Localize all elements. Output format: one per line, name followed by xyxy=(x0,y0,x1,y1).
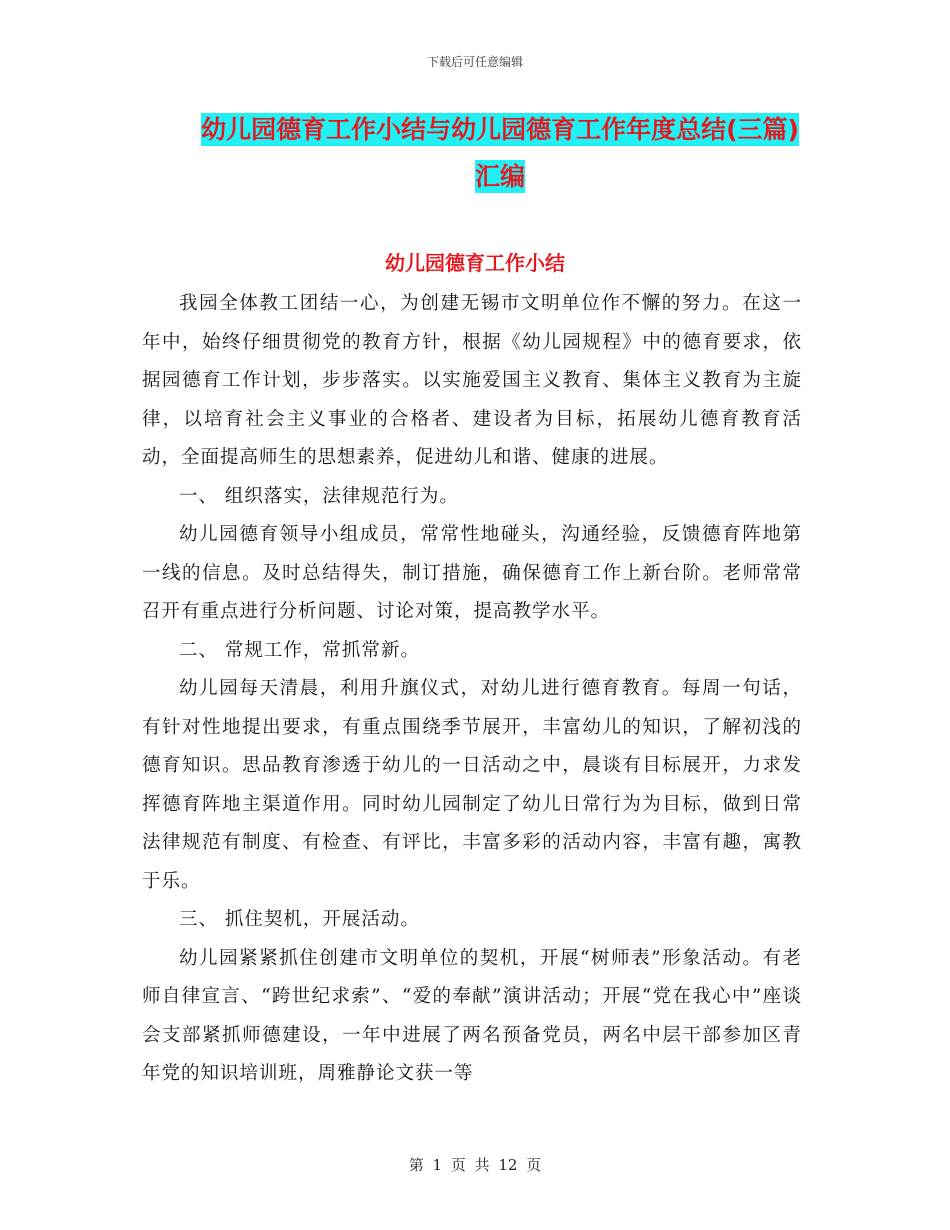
paragraph-item-1: 幼儿园德育领导小组成员，常常性地碰头，沟通经验，反馈德育阵地第一线的信息。及时总结得失，制订措施，确保德育工作上新台阶。老师常常召开有重点进行分析问题、讨论对策，提高教学水平。 xyxy=(142,524,802,622)
heading-item-3: 三、 抓住契机，开展活动。 xyxy=(179,909,420,930)
document-body xyxy=(142,285,802,1094)
paragraph-item-3: 幼儿园紧紧抓住创建市文明单位的契机，开展“树师表”形象活动。有老师自律宣言、“跨世纪求索”、“爱的奉献”演讲活动；开展“党在我心中”座谈会支部紧抓师德建设，一年中进展了两名预备党员，两名中层干部参加区青年党的知识培训班，周雅静论文获一等 xyxy=(142,947,802,1084)
heading-item-1: 一、 组织落实，法律规范行为。 xyxy=(179,485,459,507)
heading-item-2: 二、 常规工作，常抓常新。 xyxy=(179,639,420,661)
section-title: 幼儿园德育工作小结 xyxy=(385,251,565,275)
paragraph-intro: 我园全体教工团结一心，为创建无锡市文明单位作不懈的努力。在这一年中，始终仔细贯彻党的教育方针，根据《幼儿园规程》中的德育要求，依据园德育工作计划，步步落实。以实施爱国主义教育、集体主义教育为主旋律，以培育社会主义事业的合格者、建设者为目标，拓展幼儿德育教育活动，全面提高师生的思想素养，促进幼儿和谐、健康的进展。 xyxy=(142,293,802,468)
document-title xyxy=(195,106,805,200)
paragraph-item-2: 幼儿园每天清晨，利用升旗仪式，对幼儿进行德育教育。每周一句话，有针对性地提出要求，有重点围绕季节展开，丰富幼儿的知识，了解初浅的德育知识。思品教育渗透于幼儿的一日活动之中，晨谈有目标展开，力求发挥德育阵地主渠道作用。同时幼儿园制定了幼儿日常行为为目标，做到日常法律规范有制度、有检查、有评比，丰富多彩的活动内容，丰富有趣，寓教于乐。 xyxy=(142,678,802,892)
page-number: 第 1 页 共 12 页 xyxy=(408,1156,542,1174)
document-title-text: 幼儿园德育工作小结与幼儿园德育工作年度总结(三篇)汇编 xyxy=(201,115,799,191)
header-note: 下载后可任意编辑 xyxy=(426,55,523,69)
